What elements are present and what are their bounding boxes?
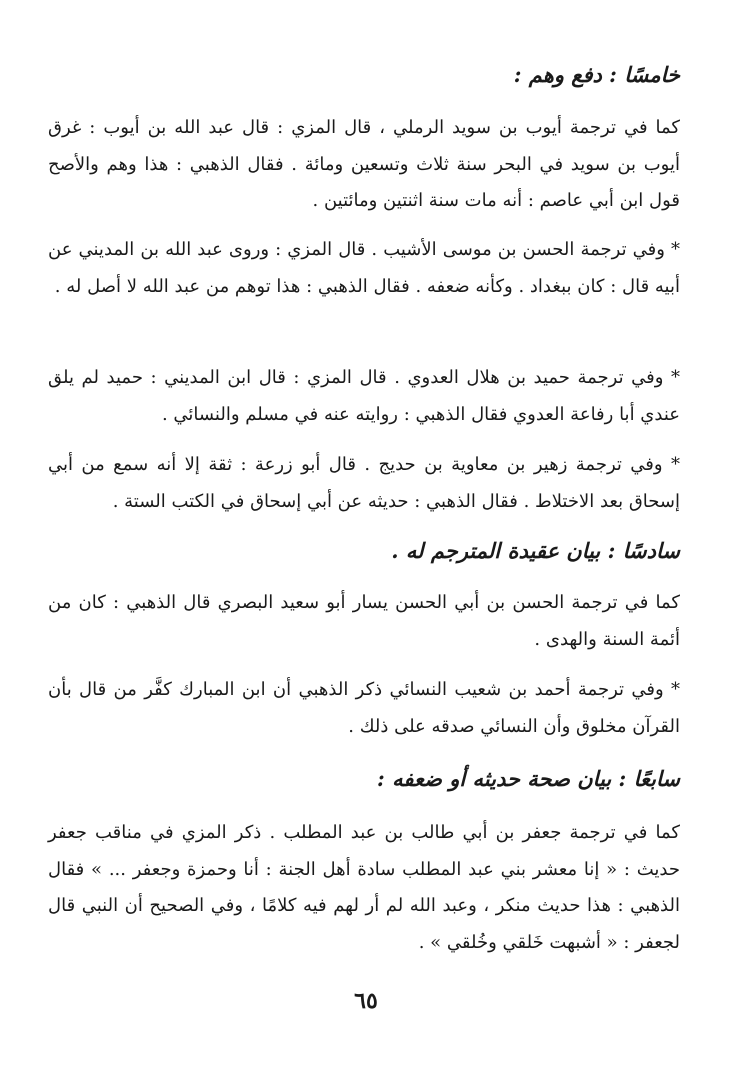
paragraph: * وفي ترجمة حميد بن هلال العدوي . قال المزي : قال ابن المديني : حميد لم يلق عندي أبا رفاعة العدوي فقال الذهبي : روايته عنه في مسلم والنسائي . [48,367,680,425]
section-heading-seventh: سابعًا : بيان صحة حديثه أو ضعفه : [377,766,680,791]
section-heading-fifth: خامسًا : دفع وهم : [513,62,680,87]
paragraph: كما في ترجمة جعفر بن أبي طالب بن عبد المطلب . ذكر المزي في مناقب جعفر حديث : « إنا معشر بني عبد المطلب سادة أهل الجنة : أنا وحمزة وجعفر ... » فقال الذهبي : هذا حديث منكر ، وعبد الله لم أر لهم فيه كلامًا ، وفي الصحيح أن النبي قال لجعفر : « أشبهت خَلقي وخُلقي » . [48,822,680,953]
section-heading-sixth: سادسًا : بيان عقيدة المترجم له . [391,538,680,563]
paragraph: * وفي ترجمة أحمد بن شعيب النسائي ذكر الذهبي أن ابن المبارك كفَّر من قال بأن القرآن مخلوق وأن النسائي صدقه على ذلك . [48,679,680,737]
paragraph: كما في ترجمة الحسن بن أبي الحسن يسار أبو سعيد البصري قال الذهبي : كان من أئمة السنة والهدى . [48,592,680,650]
page-number: ٦٥ [354,988,378,1014]
paragraph: * وفي ترجمة الحسن بن موسى الأشيب . قال المزي : وروى عبد الله بن المديني عن أبيه قال : كان ببغداد . وكأنه ضعفه . فقال الذهبي : هذا توهم من عبد الله لا أصل له . [48,239,680,297]
paragraph: كما في ترجمة أيوب بن سويد الرملي ، قال المزي : قال عبد الله بن أيوب : غرق أيوب بن سويد في البحر سنة ثلاث وتسعين ومائة . فقال الذهبي : هذا وهم والأصح قول ابن أبي عاصم : أنه مات سنة اثنتين ومائتين . [48,117,680,211]
paragraph: * وفي ترجمة زهير بن معاوية بن حديج . قال أبو زرعة : ثقة إلا أنه سمع من أبي إسحاق بعد الاختلاط . فقال الذهبي : حديثه عن أبي إسحاق في الكتب الستة . [48,454,680,512]
